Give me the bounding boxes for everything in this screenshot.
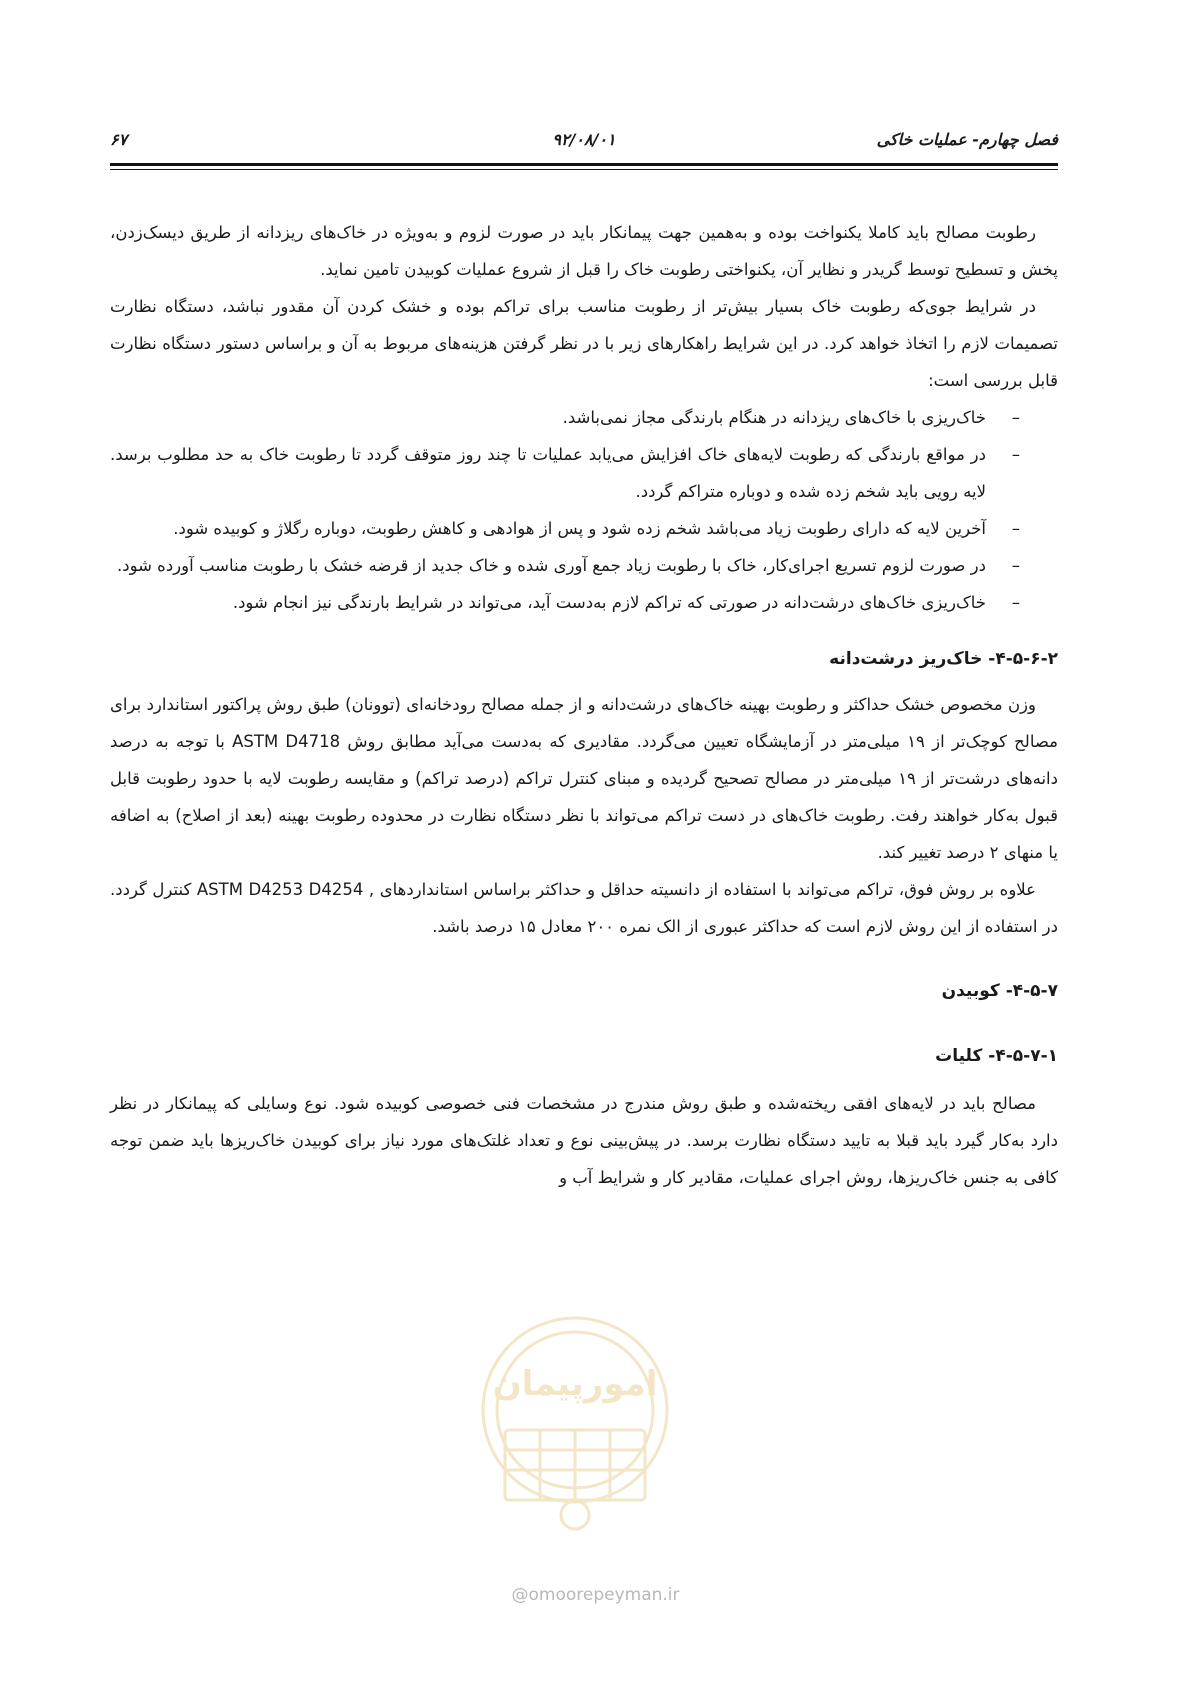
header-date: ۹۲/۰۸/۰۱ <box>552 130 616 149</box>
list-item: – خاک‌ریزی خاک‌های درشت‌دانه در صورتی که تراکم لازم به‌دست آید، می‌تواند در شرایط بارندگی نیز انجام شود. <box>110 584 1058 621</box>
list-item: – خاک‌ریزی با خاک‌های ریزدانه در هنگام بارندگی مجاز نمی‌باشد. <box>110 399 1058 436</box>
header-rule-thin <box>110 169 1058 170</box>
section-heading-coarse-fill: ۴-۵-۶-۲- خاک‌ریز درشت‌دانه <box>829 649 1058 669</box>
list-item: – در مواقع بارندگی که رطوبت لایه‌های خاک افزایش می‌یابد عملیات تا چند روز متوقف گردد تا رطوبت خاک به حد مطلوب برسد. لایه رویی باید شخم زده شده و دوباره متراکم گردد. <box>110 436 1058 510</box>
measures-list <box>110 399 1058 621</box>
section-heading-compaction: ۴-۵-۷- کوبیدن <box>941 981 1058 1001</box>
list-item: – در صورت لزوم تسریع اجرای‌کار، خاک با رطوبت زیاد جمع آوری شده و خاک جدید از قرضه خشک با رطوبت مناسب آورده شود. <box>110 547 1058 584</box>
paragraph-moisture-uniformity: رطوبت مصالح باید کاملا یکنواخت بوده و به‌همین جهت پیمانکار باید در صورت لزوم و به‌ویژه در خاک‌های ریزدانه از طریق دیسک‌زدن، پخش و تسطیح توسط گریدر و نظایر آن، یکنواختی رطوبت خاک را قبل از شروع عملیات کوبیدن تامین نماید. <box>110 223 1058 279</box>
page-body <box>110 214 1058 1196</box>
paragraph-compaction-general: مصالح باید در لایه‌های افقی ریخته‌شده و طبق روش مندرج در مشخصات فنی خصوصی کوبیده شود. نوع وسایلی که پیمانکار در نظر دارد به‌کار گیرد باید قبلا به تایید دستگاه نظارت برسد. در پیش‌بینی نوع و تعداد غلتک‌های مورد نیاز برای کوبیدن خاک‌ریزها باید ضمن توجه کافی به جنس خاک‌ریزها، روش اجرای عملیات، مقادیر کار و شرایط آب و <box>110 1094 1058 1187</box>
page-number: ۶۷ <box>110 130 128 149</box>
chapter-title: فصل چهارم- عملیات خاکی <box>876 130 1058 149</box>
section-heading-general: ۴-۵-۷-۱- کلیات <box>935 1046 1058 1066</box>
paragraph-dry-density: وزن مخصوص خشک حداکثر و رطوبت بهینه خاک‌های درشت‌دانه و از جمله مصالح رودخانه‌ای (توونان) طبق روش پراکتور استاندارد برای مصالح کوچک‌تر از ۱۹ میلی‌متر در آزمایشگاه تعیین می‌گردد. مقادیری که به‌دست می‌آید مطابق روش ASTM D4718 با توجه به درصد دانه‌های درشت‌تر از ۱۹ میلی‌متر در مصالح تصحیح گردیده و مبنای کنترل تراکم (درصد تراکم) و مقایسه رطوبت لایه با حدود رطوبت قابل قبول به‌کار خواهند رفت. رطوبت خاک‌های در دست تراکم می‌تواند با نظر دستگاه نظارت در محدوده رطوبت بهینه (بعد از اصلاح) به اضافه یا منهای ۲ درصد تغییر کند. <box>110 695 1059 862</box>
paragraph-weather-conditions: در شرایط جوی‌که رطوبت خاک بسیار بیش‌تر از رطوبت مناسب برای تراکم بوده و خشک کردن آن مقدور نباشد، دستگاه نظارت تصمیمات لازم را اتخاذ خواهد کرد. در این شرایط راهکارهای زیر با در نظر گرفتن هزینه‌های مربوط به آن و براساس دستور دستگاه نظارت قابل بررسی است: <box>110 297 1058 390</box>
list-item: – آخرین لایه که دارای رطوبت زیاد می‌باشد شخم زده شود و پس از هوادهی و کاهش رطوبت، دوباره رگلاژ و کوبیده شود. <box>110 510 1058 547</box>
watermark-logo-text: امورپیمان <box>492 1364 658 1404</box>
header-rule-thick <box>110 163 1058 166</box>
watermark-site: @omoorepeyman.ir <box>511 1585 680 1605</box>
paragraph-astm-method: علاوه بر روش فوق، تراکم می‌تواند با استفاده از دانسیته حداقل و حداکثر براساس استانداردهای , ASTM D4253 D4254 کنترل گردد. در استفاده از این روش لازم است که حداکثر عبوری از الک نمره ۲۰۰ معادل ۱۵ درصد باشد. <box>110 880 1058 936</box>
page-header <box>110 130 1058 156</box>
watermark-logo-icon <box>465 1300 685 1540</box>
